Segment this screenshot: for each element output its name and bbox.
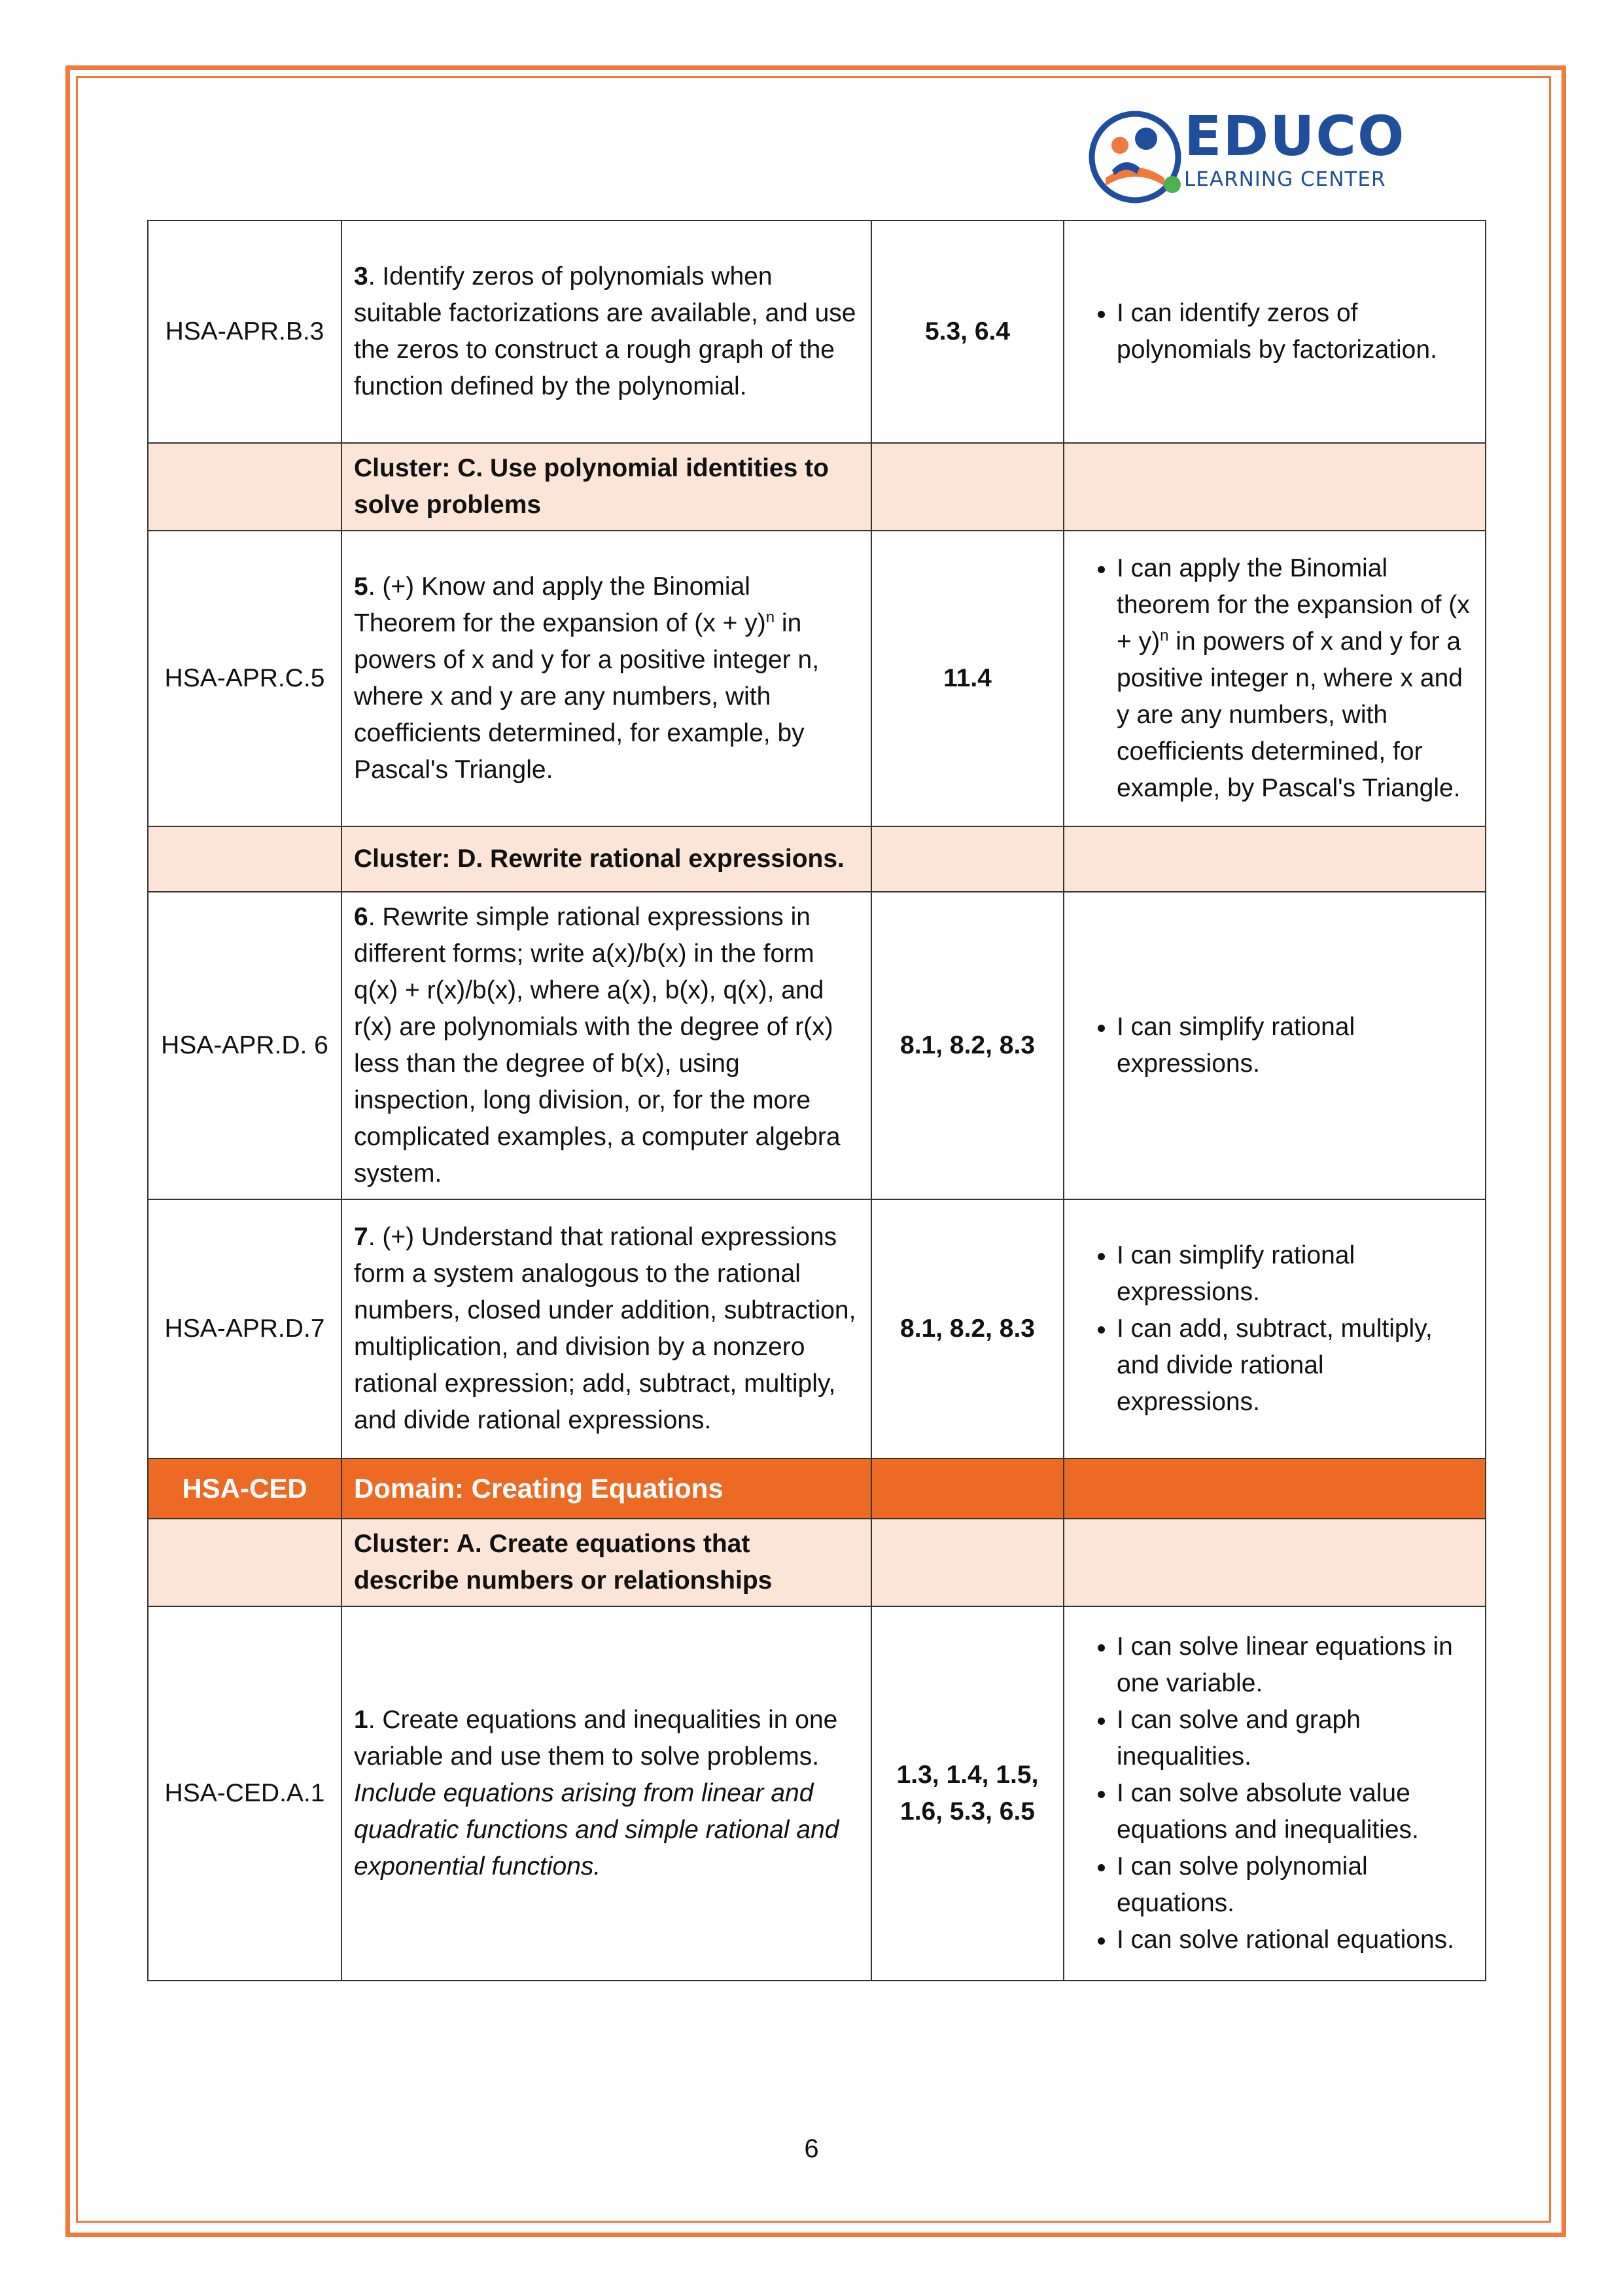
standard-description <box>341 1606 871 1981</box>
goal-text-cont: in powers of x and y for a positive integer n, where x and y are any numbers, with coefficients determined, for example, by Pascal's Triangle. <box>1117 627 1463 802</box>
cluster-row <box>148 443 1486 531</box>
goal-item: • I can add, subtract, multiply, and divide rational expressions. <box>1117 1311 1473 1421</box>
standard-text: . (+) Know and apply the Binomial Theorem for the expansion of (x + y) <box>354 573 766 637</box>
standard-number: 6 <box>354 903 368 931</box>
learning-goals <box>1064 221 1486 443</box>
learning-goals <box>1064 1199 1486 1458</box>
goal-text: I can apply the Binomial theorem for the expansion of (x + y) <box>1117 554 1470 656</box>
learning-goals <box>1064 892 1486 1199</box>
standard-text-italic: Include equations arising from linear and quadratic functions and simple rational and exponential functions. <box>354 1779 839 1881</box>
table-row <box>148 221 1486 443</box>
goal-item: • I can solve rational equations. <box>1117 1922 1473 1958</box>
table-row <box>148 892 1486 1199</box>
standard-text: . (+) Understand that rational expressions form a system analogous to the rational numbers, closed under addition, subtraction, multiplication, and division by a nonzero rational expression; add, subtract, multiply, and divide rational expressions. <box>354 1223 856 1434</box>
goal-item: • I can solve absolute value equations and inequalities. <box>1117 1775 1473 1848</box>
textbook-sections: 11.4 <box>871 531 1064 826</box>
cluster-row <box>148 1519 1486 1606</box>
logo-subtitle: LEARNING CENTER <box>1184 168 1386 191</box>
textbook-sections: 1.3, 1.4, 1.5, 1.6, 5.3, 6.5 <box>871 1606 1064 1981</box>
table-row <box>148 1199 1486 1458</box>
learning-goals <box>1064 531 1486 826</box>
exponent: n <box>765 609 775 626</box>
standard-number: 3 <box>354 262 368 291</box>
standard-code: HSA-APR.B.3 <box>148 221 341 443</box>
standard-text: . Identify zeros of polynomials when suitable factorizations are available, and use the zeros to construct a rough graph of the function defined by the polynomial. <box>354 262 856 400</box>
table-row <box>148 1606 1486 1981</box>
standard-code: HSA-APR.C.5 <box>148 531 341 826</box>
standard-description <box>341 531 871 826</box>
page-number: 6 <box>804 2134 819 2163</box>
standard-code: HSA-APR.D.7 <box>148 1199 341 1458</box>
goal-item: • I can identify zeros of polynomials by factorization. <box>1117 295 1473 368</box>
textbook-sections: 8.1, 8.2, 8.3 <box>871 892 1064 1199</box>
logo-emblem-icon <box>1086 105 1184 209</box>
cluster-label: Cluster: D. Rewrite rational expressions. <box>341 826 871 892</box>
domain-code: HSA-CED <box>148 1458 341 1519</box>
goal-item: • I can simplify rational expressions. <box>1117 1237 1473 1311</box>
standard-text: . Create equations and inequalities in one variable and use them to solve problems. <box>354 1706 838 1771</box>
table-row <box>148 531 1486 826</box>
standard-description <box>341 1199 871 1458</box>
standard-number: 5 <box>354 573 368 601</box>
standard-number: 1 <box>354 1706 368 1734</box>
standard-number: 7 <box>354 1223 368 1251</box>
educo-logo <box>1086 105 1413 209</box>
goal-item: • I can solve and graph inequalities. <box>1117 1702 1473 1775</box>
learning-goals <box>1064 1606 1486 1981</box>
cluster-label: Cluster: C. Use polynomial identities to solve problems <box>341 443 871 531</box>
goal-item: • I can solve linear equations in one variable. <box>1117 1629 1473 1702</box>
exponent: n <box>1160 627 1169 645</box>
standard-code: HSA-CED.A.1 <box>148 1606 341 1981</box>
domain-row <box>148 1458 1486 1519</box>
logo-title: EDUCO <box>1184 104 1406 168</box>
standards-table <box>147 220 1486 1981</box>
goal-item <box>1117 550 1473 807</box>
standard-text: . Rewrite simple rational expressions in different forms; write a(x)/b(x) in the form q(x) + r(x)/b(x), where a(x), b(x), q(x), and r(x) are polynomials with the degree of r(x) less than the degree of b(x), using inspection, long division, or, for the more complicated examples, a computer algebra system. <box>354 903 841 1188</box>
standard-code: HSA-APR.D. 6 <box>148 892 341 1199</box>
domain-label: Domain: Creating Equations <box>341 1458 871 1519</box>
standard-text-cont: in powers of x and y for a positive integer n, where x and y are any numbers, with coefficients determined, for example, by Pascal's Triangle. <box>354 609 820 784</box>
goal-item: • I can simplify rational expressions. <box>1117 1009 1473 1082</box>
cluster-row <box>148 826 1486 892</box>
standard-description <box>341 892 871 1199</box>
standard-description <box>341 221 871 443</box>
goal-item: • I can solve polynomial equations. <box>1117 1848 1473 1922</box>
textbook-sections: 5.3, 6.4 <box>871 221 1064 443</box>
textbook-sections: 8.1, 8.2, 8.3 <box>871 1199 1064 1458</box>
cluster-label: Cluster: A. Create equations that describe numbers or relationships <box>341 1519 871 1606</box>
